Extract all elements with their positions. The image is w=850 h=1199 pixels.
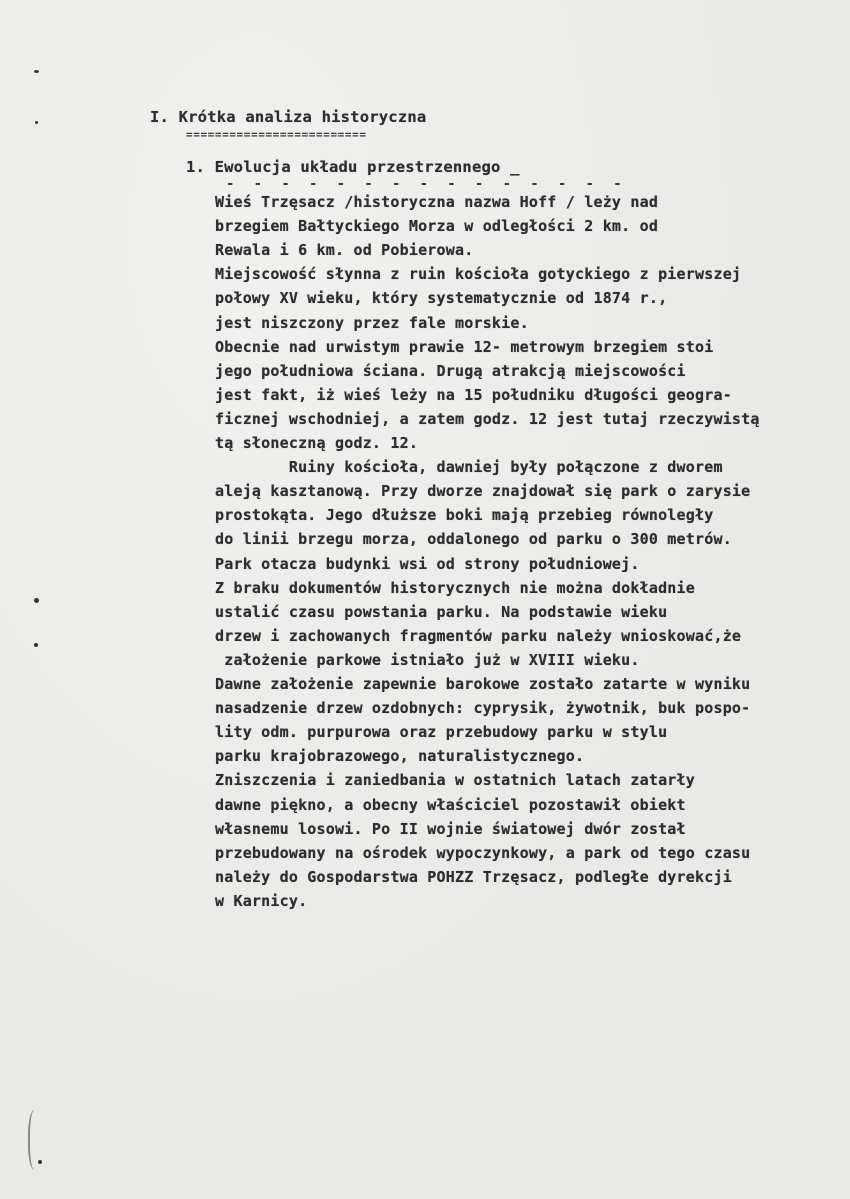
page-edge-shadow bbox=[28, 1110, 44, 1170]
text-line: połowy XV wieku, który systematycznie od 1874 r., bbox=[215, 289, 668, 308]
text-line: Z braku dokumentów historycznych nie można dokładnie bbox=[215, 578, 695, 597]
heading-underline: ========================= bbox=[186, 128, 367, 141]
margin-speck bbox=[34, 643, 38, 647]
text-line: ustalić czasu powstania parku. Na podstawie wieku bbox=[215, 602, 668, 621]
text-line: w Karnicy. bbox=[215, 891, 308, 910]
text-line: drzew i zachowanych fragmentów parku należy wnioskować,że bbox=[215, 626, 742, 645]
margin-speck bbox=[35, 121, 38, 124]
text-line: własnemu losowi. Po II wojnie światowej dwór został bbox=[215, 819, 686, 838]
text-line: Miejscowość słynna z ruin kościoła gotyckiego z pierwszej bbox=[215, 265, 742, 284]
text-line: przebudowany na ośrodek wypoczynkowy, a park od tego czasu bbox=[215, 843, 751, 862]
text-line: lity odm. purpurowa oraz przebudowy parku w stylu bbox=[215, 723, 668, 742]
text-line: jego południowa ściana. Drugą atrakcją miejscowości bbox=[215, 361, 686, 380]
section-underline: - - - - - - - - - - - - - - - bbox=[226, 176, 628, 192]
text-line: Wieś Trzęsacz /historyczna nazwa Hoff / leży nad bbox=[215, 193, 659, 211]
text-line: Zniszczenia i zaniedbania w ostatnich latach zatarły bbox=[215, 771, 695, 790]
section-title: 1. Ewolucja układu przestrzennego _ bbox=[186, 158, 520, 176]
text-line: do linii brzegu morza, oddalonego od parku o 300 metrów. bbox=[215, 530, 732, 549]
text-line: parku krajobrazowego, naturalistycznego. bbox=[215, 747, 585, 766]
text-line: ficznej wschodniej, a zatem godz. 12 jest tutaj rzeczywistą bbox=[215, 409, 760, 428]
text-line: Rewala i 6 km. od Pobierowa. bbox=[215, 241, 474, 260]
text-line: należy do Gospodarstwa POHZZ Trzęsacz, podległe dyrekcji bbox=[215, 867, 732, 886]
text-line: jest fakt, iż wieś leży na 15 południku długości geogra- bbox=[215, 385, 732, 404]
text-line: założenie parkowe istniało już w XVIII wieku. bbox=[215, 650, 640, 669]
text-line: Dawne założenie zapewnie barokowe zostało zatarte w wyniku bbox=[215, 675, 751, 693]
text-line: prostokąta. Jego dłuższe boki mają przebieg równoległy bbox=[215, 506, 714, 525]
text-line: tą słoneczną godz. 12. bbox=[215, 434, 419, 452]
text-line: aleją kasztanową. Przy dworze znajdował się park o zarysie bbox=[215, 482, 751, 501]
text-line: nasadzenie drzew ozdobnych: cyprysik, żywotnik, buk pospo- bbox=[215, 699, 751, 718]
text-line: dawne piękno, a obecny właściciel pozostawił obiekt bbox=[215, 795, 686, 814]
text-line: brzegiem Bałtyckiego Morza w odległości 2 km. od bbox=[215, 217, 659, 236]
margin-speck bbox=[34, 598, 39, 603]
text-line: jest niszczony przez fale morskie. bbox=[215, 313, 529, 332]
text-line: Park otacza budynki wsi od strony południowej. bbox=[215, 554, 640, 573]
text-line: Ruiny kościoła, dawniej były połączone z dworem bbox=[215, 458, 723, 477]
margin-speck bbox=[34, 70, 39, 73]
page-heading: I. Krótka analiza historyczna bbox=[150, 108, 427, 126]
text-line: Obecnie nad urwistym prawie 12- metrowym brzegiem stoi bbox=[215, 337, 714, 356]
